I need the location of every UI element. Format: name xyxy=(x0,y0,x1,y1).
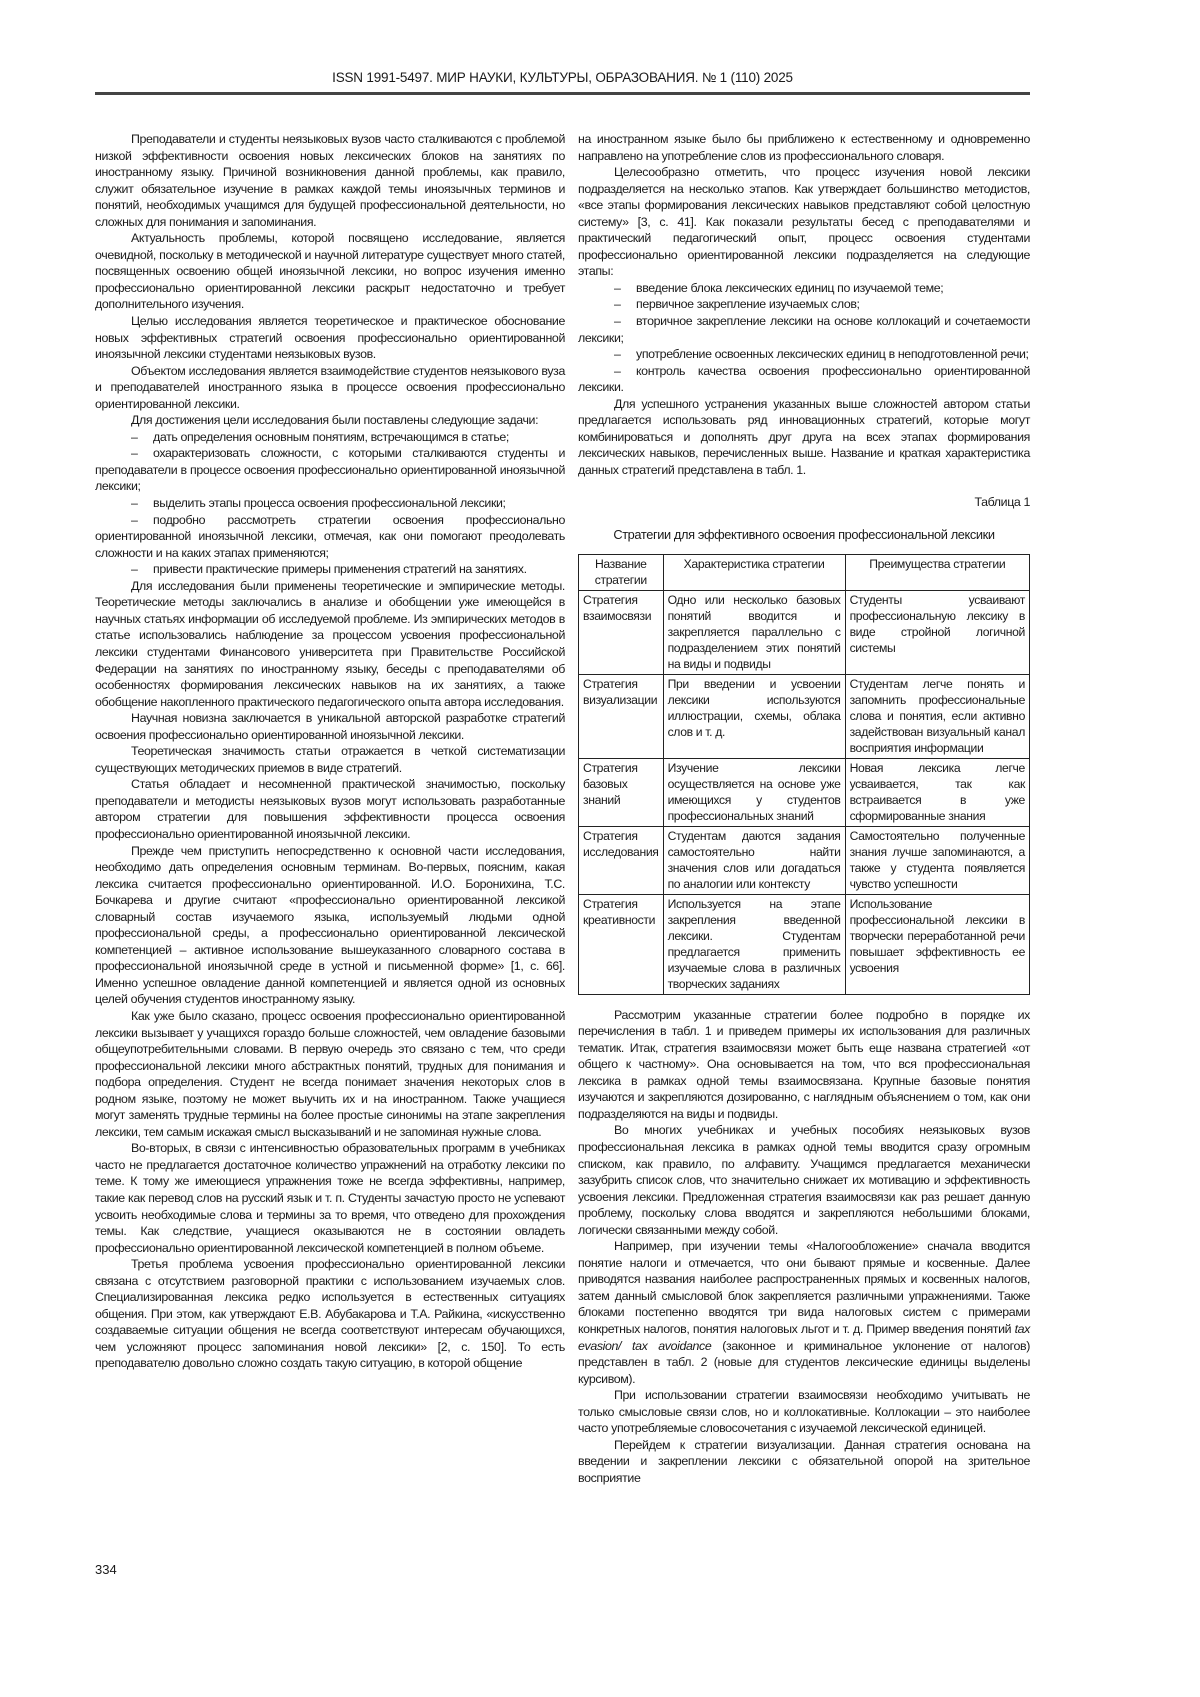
column-header: Преимущества стратегии xyxy=(845,554,1029,590)
list-item-text: вторичное закрепление лексики на основе коллокаций и сочетаемости лексики; xyxy=(578,314,1030,345)
table-row xyxy=(579,826,1030,894)
table-cell: Одно или несколько базовых понятий вводится и закрепляется параллельно с подразделением этих понятий на виды и подвиды xyxy=(663,590,845,674)
list-item-text: первичное закрепление изучаемых слов; xyxy=(636,297,860,312)
paragraph: Для успешного устранения указанных выше сложностей автором статьи предлагается использовать ряд инновационных стратегий, которые могут комбинироваться и дополнять друг друга на всех этапах формирования лексических навыков, перечисленных выше. Название и краткая характеристика данных стратегий представлена в табл. 1. xyxy=(578,396,1030,477)
dash-marker: – xyxy=(131,562,138,577)
paragraph: Прежде чем приступить непосредственно к основной части исследования, необходимо дать определения основным терминам. Во-первых, поясним, какая лексика считается профессионально ориентированной. И.О. Боронихина, Т.С. Бочкарева и другие считают «профессионально ориентированной лексикой словарный состав изучаемого языка, используемый людьми одной профессиональной среды, а профессионально ориентированной лексической компетенцией – активное использование вышеуказанного словарного состава в профессиональной иноязычной среде в устной и письменной форме» [1, с. 66]. Именно успешное овладение данной компетенцией и является одной из основных целей обучения студентов иностранному языку. xyxy=(95,843,565,1007)
dash-marker: – xyxy=(614,297,621,312)
list-item-text: привести практические примеры применения стратегий на занятиях. xyxy=(153,562,527,577)
column-header: Название стратегии xyxy=(579,554,664,590)
paragraph: Преподаватели и студенты неязыковых вузов часто сталкиваются с проблемой низкой эффективности освоения новых лексических блоков на занятиях по иностранному языку. Причиной возникновения данной проблемы, как правило, служит обязательное изучение в рамках каждой темы иноязычных терминов и понятий, необходимых учащимся для будущей профессиональной деятельности, но сложных для понимания и запоминания. xyxy=(95,132,565,229)
table-row xyxy=(579,590,1030,674)
table-cell: Студентам даются задания самостоятельно найти значения слов или догадаться по аналогии или контексту xyxy=(663,826,845,894)
left-column xyxy=(95,131,565,1372)
list-item xyxy=(578,296,1030,313)
paragraph: Статья обладает и несомненной практической значимостью, поскольку преподаватели и методисты неязыковых вузов могут использовать разработанные автором стратегии для повышения эффективности процесса освоения профессионально ориентированной иноязычной лексики. xyxy=(95,777,565,841)
paragraph: Как уже было сказано, процесс освоения профессионально ориентированной лексики вызывает у учащихся гораздо больше сложностей, чем овладение базовыми общеупотребительными словами. В первую очередь это связано с тем, что среди профессиональной лексики много абстрактных понятий, трудных для понимания и подбора определения. Студент не всегда понимает значения некоторых слов в родном языке, поэтому не может выучить их и на иностранном. Также учащиеся могут заменять трудные термины на более простые синонимы на этапе закрепления лексики, тем самым искажая смысл высказываний и не запоминая нужные слова. xyxy=(95,1008,565,1139)
paragraph xyxy=(578,1238,1030,1387)
table-title: Стратегии для эффективного освоения профессиональной лексики xyxy=(613,527,995,543)
table-caption: Таблица 1 xyxy=(974,495,1030,510)
list-item-text: подробно рассмотреть стратегии освоения профессионально ориентированной иноязычной лексики, отмечая, как они помогают преодолевать сложности и на каких этапах применяются; xyxy=(95,512,565,560)
dash-marker: – xyxy=(614,280,621,295)
list-item xyxy=(95,445,565,495)
page-number: 334 xyxy=(95,1562,117,1577)
table-cell: Стратегия базовых знаний xyxy=(579,758,664,826)
dash-marker: – xyxy=(131,496,138,511)
paragraph-text: Например, при изучении темы «Налогообложение» сначала вводится понятие налоги и отмечается, что они бывают прямые и косвенные. Далее приводятся названия наиболее распространенных прямых и косвенных налогов, затем данный смысловой блок закрепляется различными упражнениями. Также блоками постепенно вводятся три вида налоговых систем с примерами конкретных налогов, понятия налоговых льгот и т. д. Пример введения понятий xyxy=(578,1239,1030,1336)
dash-marker: – xyxy=(614,347,621,362)
paragraph: Во-вторых, в связи с интенсивностью образовательных программ в учебниках часто не предлагается достаточное количество упражнений на отработку лексики по теме. К тому же имеющиеся упражнения тоже не всегда эффективны, например, такие как перевод слов на русский язык и т. п. Студенты зачастую просто не успевают усвоить необходимые слова и термины за то время, что отведено для прохождения темы. Как следствие, учащиеся оказываются не в состоянии овладеть профессионально ориентированной лексической компетенцией в полном объеме. xyxy=(95,1141,565,1255)
paragraph: Рассмотрим указанные стратегии более подробно в порядке их перечисления в табл. 1 и приведем примеры их использования для различных тематик. Итак, стратегия взаимосвязи может быть еще названа стратегией «от общего к частному». Она основывается на том, что вся профессиональная лексика в рамках одной темы взаимосвязана. Крупные базовые понятия изучаются и закрепляются дозированно, с наглядным объяснением о том, как они подразделяются на виды и подвиды. xyxy=(578,1007,1030,1121)
list-item-text: дать определения основным понятиям, встречающимся в статье; xyxy=(153,429,509,444)
paragraph: При использовании стратегии взаимосвязи необходимо учитывать не только смысловые связи слов, но и коллокативные. Коллокации – это наиболее часто употребляемые словосочетания с изучаемой лексической единицей. xyxy=(578,1388,1030,1436)
list-item xyxy=(95,561,565,578)
dash-marker: – xyxy=(614,314,621,329)
list-item xyxy=(578,313,1030,346)
table-cell: Стратегия креативности xyxy=(579,894,664,994)
list-item xyxy=(578,363,1030,396)
paragraph: Целесообразно отметить, что процесс изучения новой лексики подразделяется на несколько этапов. Как утверждает большинство методистов, «все этапы формирования лексических навыков представляют собой целостную систему» [3, с. 41]. Как показали результаты бесед с преподавателями и практический педагогический опыт, процесс освоения студентами профессионально ориентированной лексики подразделяется на следующие этапы: xyxy=(578,165,1030,279)
paragraph: Для достижения цели исследования были поставлены следующие задачи: xyxy=(131,413,539,428)
list-item-text: охарактеризовать сложности, с которыми сталкиваются студенты и преподаватели в процессе освоения профессионально ориентированной иноязычной лексики; xyxy=(95,446,565,494)
table-cell: При введении и усвоении лексики используются иллюстрации, схемы, облака слов и т. д. xyxy=(663,674,845,758)
table-cell: Новая лексика легче усваивается, так как встраивается в уже сформированные знания xyxy=(845,758,1029,826)
table-cell: Студенты усваивают профессиональную лексику в виде стройной логичной системы xyxy=(845,590,1029,674)
table-cell: Использование профессиональной лексики в творчески переработанной речи повышает эффективность ее усвоения xyxy=(845,894,1029,994)
table-row xyxy=(579,758,1030,826)
strategies-table xyxy=(578,554,1030,995)
table-cell: Стратегия взаимосвязи xyxy=(579,590,664,674)
paragraph: Теоретическая значимость статьи отражается в четкой систематизации существующих методических приемов в виде стратегий. xyxy=(95,744,565,775)
table-header-row xyxy=(579,554,1030,590)
list-item xyxy=(95,495,565,512)
table-cell: Стратегия визуализации xyxy=(579,674,664,758)
paragraph: Объектом исследования является взаимодействие студентов неязыкового вуза и преподавателей иностранного языка в процессе освоения профессионально ориентированной лексики. xyxy=(95,363,565,411)
list-item xyxy=(578,280,1030,297)
list-item-text: введение блока лексических единиц по изучаемой теме; xyxy=(636,280,944,295)
running-header: ISSN 1991-5497. МИР НАУКИ, КУЛЬТУРЫ, ОБРАЗОВАНИЯ. № 1 (110) 2025 xyxy=(332,70,793,85)
paragraph: Перейдем к стратегии визуализации. Данная стратегия основана на введении и закреплении лексики с обязательной опорой на зрительное восприятие xyxy=(578,1437,1030,1485)
header-rule xyxy=(95,92,1030,95)
paragraph: Целью исследования является теоретическое и практическое обоснование новых эффективных стратегий освоения профессионально ориентированной иноязычной лексики студентами неязыковых вузов. xyxy=(95,314,565,362)
paragraph: Научная новизна заключается в уникальной авторской разработке стратегий освоения профессионально ориентированной иноязычной лексики. xyxy=(95,711,565,742)
dash-marker: – xyxy=(131,429,138,444)
list-item-text: контроль качества освоения профессионально ориентированной лексики. xyxy=(578,363,1030,395)
table-cell: Изучение лексики осуществляется на основе уже имеющихся у студентов профессиональных знаний xyxy=(663,758,845,826)
paragraph: Третья проблема усвоения профессионально ориентированной лексики связана с отсутствием разговорной практики с использованием изучаемых слов. Специализированная лексика редко используется в естественных ситуациях общения. При этом, как утверждают Е.В. Абубакарова и Т.А. Райкина, «искусственно создаваемые ситуации общения не всегда соответствуют интересам обучающихся, чем усложняют процесс запоминания новой лексики» [2, с. 150]. То есть преподавателю довольно сложно создать такую ситуацию, в которой общение xyxy=(95,1257,565,1371)
right-column xyxy=(578,131,1030,1486)
column-header: Характеристика стратегии xyxy=(663,554,845,590)
table-row xyxy=(579,674,1030,758)
list-item-text: употребление освоенных лексических единиц в неподготовленной речи; xyxy=(636,347,1029,362)
paragraph: на иностранном языке было бы приближено к естественному и одновременно направлено на употребление слов из профессионального словаря. xyxy=(578,132,1030,163)
table-row xyxy=(579,894,1030,994)
paragraph: Для исследования были применены теоретические и эмпирические методы. Теоретические методы заключались в анализе и обобщении уже имеющейся в научных статьях информации об исследуемой проблеме. Из эмпирических методов в статье использовались наблюдение за процессом усвоения профессиональной лексики студентами Финансового университета при Правительстве Российской Федерации на занятиях по иностранному языку, беседы с преподавателями об особенностях формирования лексических навыков на их занятиях, а также обобщение накопленного практического педагогического опыта автора исследования. xyxy=(95,578,565,709)
table-cell: Стратегия исследования xyxy=(579,826,664,894)
dash-marker: – xyxy=(131,446,138,461)
list-item-text: выделить этапы процесса освоения профессиональной лексики; xyxy=(153,496,506,511)
list-item xyxy=(95,429,565,446)
dash-marker: – xyxy=(614,363,621,378)
italic-term: tax evasion/ tax avoidance xyxy=(578,1321,1030,1353)
list-item xyxy=(578,346,1030,363)
paragraph: Во многих учебниках и учебных пособиях неязыковых вузов профессиональная лексика в рамках одной темы вводится сразу огромным списком, как правило, по алфавиту. Учащимся предлагается механически зазубрить список слов, что значительно снижает их мотивацию и эффективность усвоения лексики. Предложенная стратегия взаимосвязи как раз решает данную проблему, поскольку слова вводятся и закрепляются небольшими блоками, логически связанными между собой. xyxy=(578,1123,1030,1237)
paragraph: Актуальность проблемы, которой посвящено исследование, является очевидной, поскольку в методической и научной литературе существует много статей, посвященных освоению общей иноязычной лексики, но вопрос изучения именно профессионально ориентированной лексики раскрыт недостаточно и требует дополнительного изучения. xyxy=(95,231,565,312)
table-cell: Используется на этапе закрепления введенной лексики. Студентам предлагается применить изучаемые слова в различных творческих заданиях xyxy=(663,894,845,994)
dash-marker: – xyxy=(131,512,138,527)
table-cell: Студентам легче понять и запомнить профессиональные слова и понятия, если активно задействован визуальный канал восприятия информации xyxy=(845,674,1029,758)
paragraph-text: (законное и криминальное уклонение от налогов) представлен в табл. 2 (новые для студентов лексические единицы выделены курсивом). xyxy=(578,1338,1030,1386)
table-cell: Самостоятельно полученные знания лучше запоминаются, а также у студента появляется чувство успешности xyxy=(845,826,1029,894)
list-item xyxy=(95,512,565,562)
